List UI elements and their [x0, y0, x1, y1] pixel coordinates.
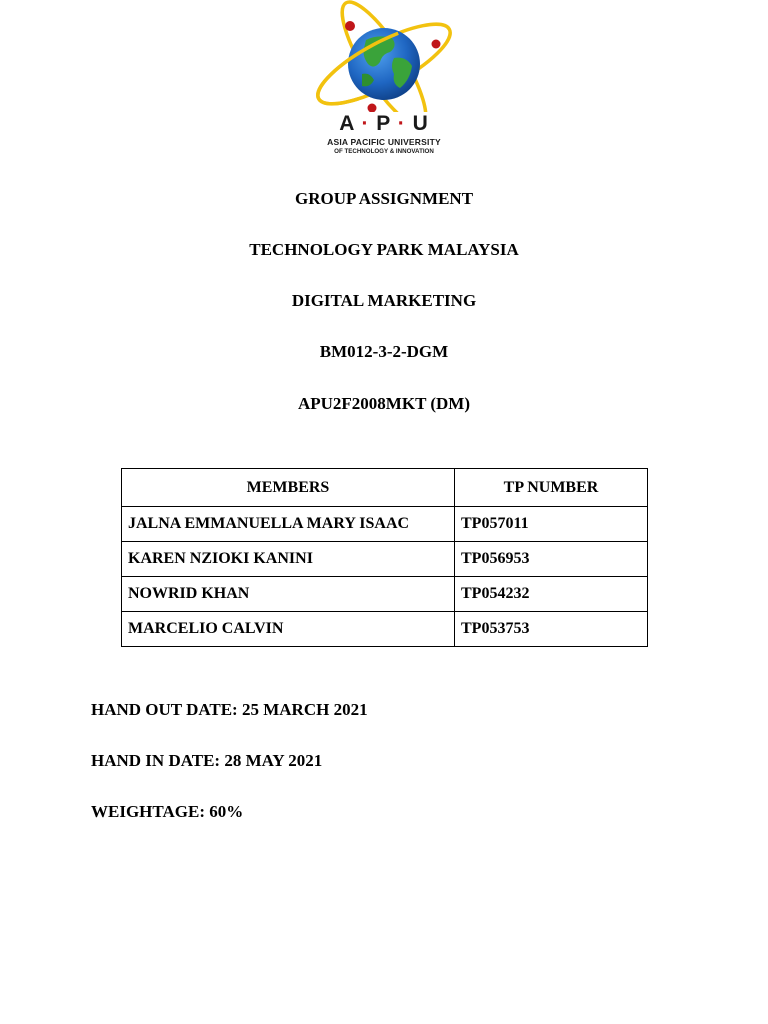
intake-code: APU2F2008MKT (DM) — [297, 394, 471, 413]
table-header-row — [122, 469, 648, 507]
module-code: BM012-3-2-DGM — [319, 342, 449, 361]
campus-title: TECHNOLOGY PARK MALAYSIA — [249, 240, 519, 259]
table-row — [122, 612, 648, 647]
member-tp-number: TP057011 — [455, 507, 648, 542]
tp-number-header: TP NUMBER — [455, 469, 648, 507]
module-title: DIGITAL MARKETING — [291, 291, 477, 310]
member-name: MARCELIO CALVIN — [122, 612, 455, 647]
hand-out-date: HAND OUT DATE: 25 MARCH 2021 — [91, 700, 368, 719]
weightage: WEIGHTAGE: 60% — [91, 802, 244, 821]
table-row — [122, 542, 648, 577]
logo-wordmark: A · P · U — [339, 112, 429, 135]
member-name: JALNA EMMANUELLA MARY ISAAC — [122, 507, 455, 542]
table-row — [122, 577, 648, 612]
member-tp-number: TP053753 — [455, 612, 648, 647]
logo-university-name: ASIA PACIFIC UNIVERSITY — [327, 137, 441, 147]
table-row — [122, 507, 648, 542]
logo-tagline: OF TECHNOLOGY & INNOVATION — [334, 148, 434, 155]
hand-in-date: HAND IN DATE: 28 MAY 2021 — [91, 751, 323, 770]
apu-logo — [302, 0, 466, 170]
assignment-title: GROUP ASSIGNMENT — [294, 189, 474, 208]
members-table — [121, 468, 648, 647]
globe-icon — [302, 0, 466, 112]
member-tp-number: TP054232 — [455, 577, 648, 612]
member-name: KAREN NZIOKI KANINI — [122, 542, 455, 577]
member-tp-number: TP056953 — [455, 542, 648, 577]
members-header: MEMBERS — [122, 469, 455, 507]
member-name: NOWRID KHAN — [122, 577, 455, 612]
